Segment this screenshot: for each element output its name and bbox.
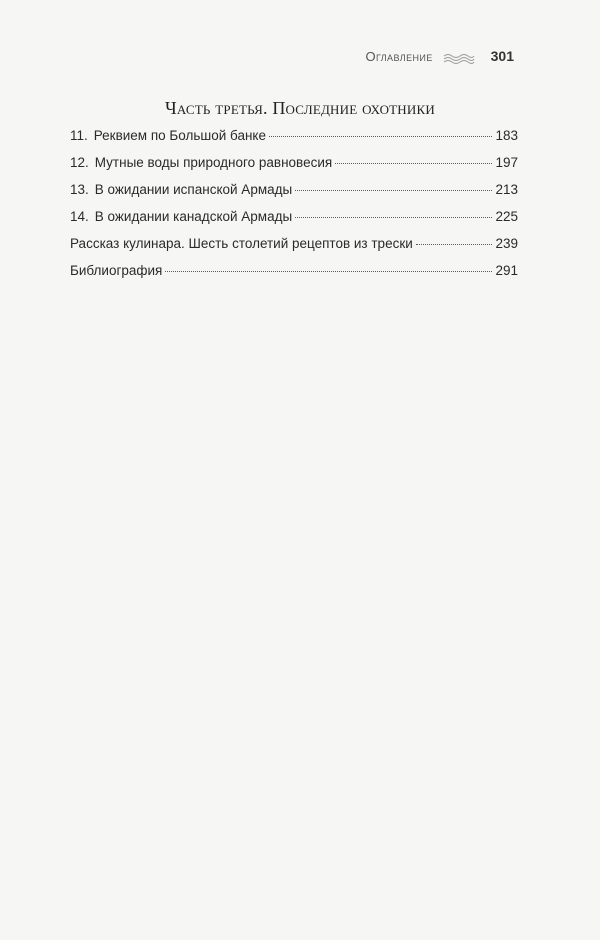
toc-entry-page: 291 (495, 263, 518, 278)
dot-leader (165, 271, 492, 272)
toc-entry-number: 13. (70, 182, 89, 197)
toc-entry-title: Библиография (70, 263, 163, 278)
toc-entry-title: В ожидании испанской Армады (94, 182, 293, 197)
page-number: 301 (490, 48, 514, 64)
toc-entry-title: Мутные воды природного равновесия (94, 155, 333, 170)
dot-leader (295, 217, 492, 218)
toc-entry[interactable] (70, 209, 518, 236)
running-head (365, 48, 514, 64)
wave-ornament-icon (443, 50, 475, 62)
dot-leader (416, 244, 493, 245)
dot-leader (269, 136, 492, 137)
running-head-section: Оглавление (365, 48, 433, 64)
toc-entry[interactable] (70, 155, 518, 182)
toc-entry-number: 12. (70, 155, 89, 170)
dot-leader (335, 163, 492, 164)
toc-entry[interactable] (70, 128, 518, 155)
dot-leader (295, 190, 492, 191)
toc-entry[interactable] (70, 263, 518, 290)
part-title: Часть третья. Последние охотники (165, 98, 435, 118)
toc-entry-page: 225 (495, 209, 518, 224)
toc-entry-page: 213 (495, 182, 518, 197)
toc-entry-page: 239 (495, 236, 518, 251)
toc-entry[interactable] (70, 182, 518, 209)
toc-entry[interactable] (70, 236, 518, 263)
toc-entry-title: В ожидании канадской Армады (94, 209, 293, 224)
toc-entry-number: 14. (70, 209, 89, 224)
toc-entry-page: 183 (495, 128, 518, 143)
toc-entry-number: 11. (70, 128, 88, 143)
toc-entry-page: 197 (495, 155, 518, 170)
toc-entry-title: Рассказ кулинара. Шесть столетий рецептов из трески (70, 236, 413, 251)
toc-entry-title: Реквием по Большой банке (93, 128, 266, 143)
table-of-contents (70, 128, 518, 290)
